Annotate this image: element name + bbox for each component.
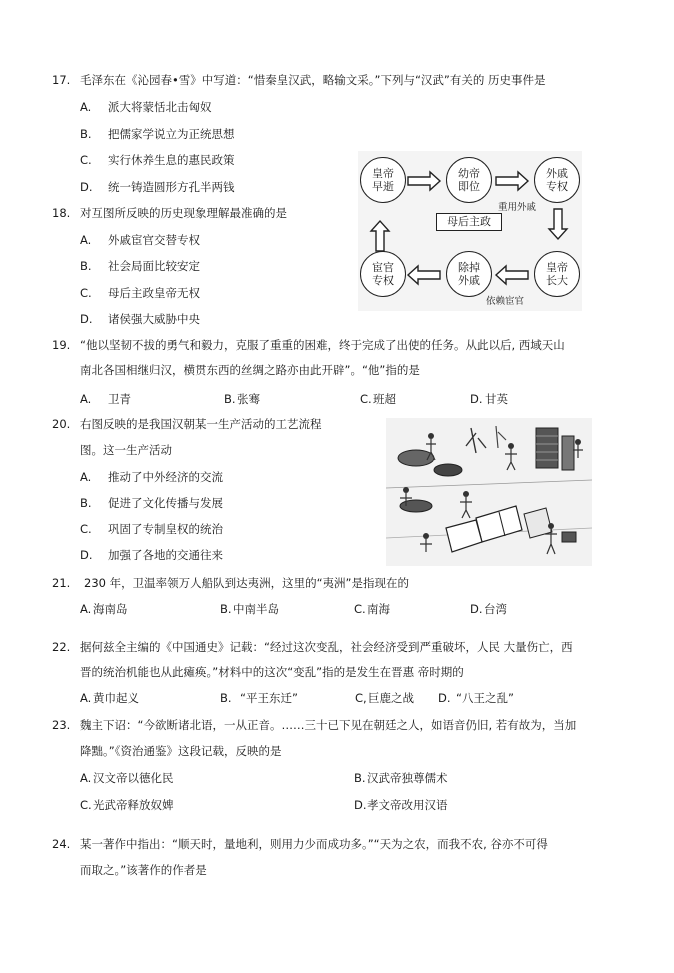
option-text: 诸侯强大威胁中央	[108, 312, 200, 326]
option-key: B.	[220, 691, 232, 705]
node-emperor-early-death	[360, 157, 406, 203]
option-key: A.	[80, 602, 92, 616]
option-key: B.	[220, 602, 232, 616]
option-key: D.	[80, 548, 93, 562]
node-text: 长大	[546, 274, 568, 287]
node-text: 外戚	[458, 274, 480, 287]
node-text: 外戚	[546, 167, 568, 180]
question-stem: 毛泽东在《沁园春•雪》中写道：“惜秦皇汉武，略输文采。”下列与“汉武”有关的 历史事件是	[80, 73, 546, 87]
option-text: 甘英	[485, 392, 508, 406]
option-text: 孝文帝改用汉语	[367, 798, 448, 812]
option-key: A.	[80, 100, 92, 114]
option-key: A.	[80, 233, 92, 247]
option-key: B.	[224, 392, 236, 406]
option-text: 统一铸造圆形方孔半两钱	[108, 180, 235, 194]
question-stem: 图。这一生产活动	[80, 443, 172, 457]
question-stem: 南北各国相继归汉，横贯东西的丝绸之路亦由此开辟”。“他”指的是	[80, 363, 420, 377]
question-number: 23.	[52, 718, 71, 732]
arrow-right-icon	[408, 172, 440, 190]
node-text: 皇帝	[372, 167, 394, 180]
option-key: A.	[80, 392, 92, 406]
node-emperor-grown	[534, 251, 580, 297]
question-stem: “他以坚韧不拔的勇气和毅力，克服了重重的困难，终于完成了出使的任务。从此以后, 西域天山	[80, 338, 565, 352]
label-rely-eunuch: 依赖宦官	[486, 296, 525, 307]
option-text: 巩固了专制皇权的统治	[108, 522, 223, 536]
question-stem: 魏主下诏：“今欲断诸北语，一从正音。……三十已下见在朝廷之人，如语音仍旧, 若有故为，当加	[80, 718, 577, 732]
question-number: 21.	[52, 576, 71, 590]
node-text: 除掉	[458, 261, 480, 274]
option-key: C.	[354, 602, 366, 616]
option-text: “平王东迁”	[240, 691, 298, 705]
option-text: 巨鹿之战	[368, 691, 414, 705]
option-text: 卫青	[108, 392, 131, 406]
option-text: 中南半岛	[233, 602, 279, 616]
option-text: 促进了文化传播与发展	[108, 496, 223, 510]
option-text: 外戚宦官交替专权	[108, 233, 200, 247]
option-text: 社会局面比较安定	[108, 259, 200, 273]
node-text: 专权	[546, 180, 568, 193]
question-stem: 对互图所反映的历史现象理解最准确的是	[80, 206, 287, 220]
question-number: 19.	[52, 338, 71, 352]
option-text: 光武帝释放奴婢	[93, 798, 174, 812]
option-key: D.	[80, 312, 93, 326]
option-key: D.	[354, 798, 367, 812]
label-reuse-consort: 重用外戚	[498, 202, 537, 213]
node-text: 早逝	[372, 180, 394, 193]
option-key: A.	[80, 691, 92, 705]
option-text: 班超	[373, 392, 396, 406]
question-stem: 据何兹全主编的《中国通史》记载：“经过这次变乱，社会经济受到严重破坏，人民 大量伤亡，西	[80, 640, 573, 654]
option-key: C.	[360, 392, 372, 406]
option-text: 母后主政皇帝无权	[108, 286, 200, 300]
option-text: 加强了各地的交通往来	[108, 548, 223, 562]
option-key: D.	[470, 392, 483, 406]
question-number: 24.	[52, 837, 71, 851]
question-number: 17.	[52, 73, 71, 87]
arrow-left-icon	[496, 266, 528, 284]
option-text: 南海	[367, 602, 390, 616]
papermaking-drawing	[386, 418, 592, 566]
question-stem: 降黜。”《资治通鉴》这段记载，反映的是	[80, 744, 282, 758]
option-key: B.	[354, 771, 366, 785]
arrow-down-icon	[549, 209, 567, 239]
option-key: C.	[80, 286, 92, 300]
option-text: “八王之乱”	[456, 691, 514, 705]
node-text: 专权	[372, 274, 394, 287]
option-key: C.	[80, 522, 92, 536]
node-young-emperor	[446, 157, 492, 203]
node-eunuch-power	[360, 251, 406, 297]
option-key: B.	[80, 127, 92, 141]
node-text: 宦官	[372, 261, 394, 274]
option-key: C,	[355, 691, 367, 705]
option-text: 汉文帝以德化民	[93, 771, 174, 785]
option-text: 黄巾起义	[93, 691, 139, 705]
option-text: 张骞	[237, 392, 260, 406]
node-text: 皇帝	[546, 261, 568, 274]
cycle-diagram	[358, 151, 582, 311]
option-text: 推动了中外经济的交流	[108, 470, 223, 484]
option-text: 把儒家学说立为正统思想	[108, 127, 235, 141]
node-remove-consort-clan	[446, 251, 492, 297]
arrow-up-icon	[371, 221, 389, 251]
question-stem: 晋的统治机能也从此瘫痪。”材料中的这次“变乱”指的是发生在晋惠 帝时期的	[80, 665, 464, 679]
option-key: A.	[80, 470, 92, 484]
option-key: A.	[80, 771, 92, 785]
option-key: D.	[80, 180, 93, 194]
option-text: 汉武帝独尊儒术	[367, 771, 448, 785]
option-key: B.	[80, 259, 92, 273]
question-number: 20.	[52, 417, 71, 431]
option-text: 实行休养生息的惠民政策	[108, 153, 235, 167]
option-key: C.	[80, 798, 92, 812]
option-key: D.	[470, 602, 483, 616]
question-stem: 而取之。”该著作的作者是	[80, 863, 207, 877]
arrow-left-icon	[408, 266, 440, 284]
question-stem: 230 年，卫温率领万人船队到达夷洲，这里的“夷洲”是指现在的	[84, 576, 410, 590]
node-consort-clan-power	[534, 157, 580, 203]
option-key: B.	[80, 496, 92, 510]
question-number: 22.	[52, 640, 71, 654]
option-text: 海南岛	[93, 602, 128, 616]
question-number: 18.	[52, 206, 71, 220]
option-text: 台湾	[484, 602, 507, 616]
node-text: 即位	[458, 180, 480, 193]
question-stem: 右图反映的是我国汉朝某一生产活动的工艺流程	[80, 417, 322, 431]
empress-dowager-box: 母后主政	[436, 213, 502, 231]
papermaking-illustration	[386, 418, 592, 566]
option-key: C.	[80, 153, 92, 167]
node-text: 幼帝	[458, 167, 480, 180]
question-stem: 某一著作中指出：“顺天时，量地利，则用力少而成功多。”“天为之农，而我不农, 谷亦不可得	[80, 837, 548, 851]
arrow-right-icon	[496, 172, 528, 190]
option-text: 派大将蒙恬北击匈奴	[108, 100, 212, 114]
option-key: D.	[438, 691, 451, 705]
